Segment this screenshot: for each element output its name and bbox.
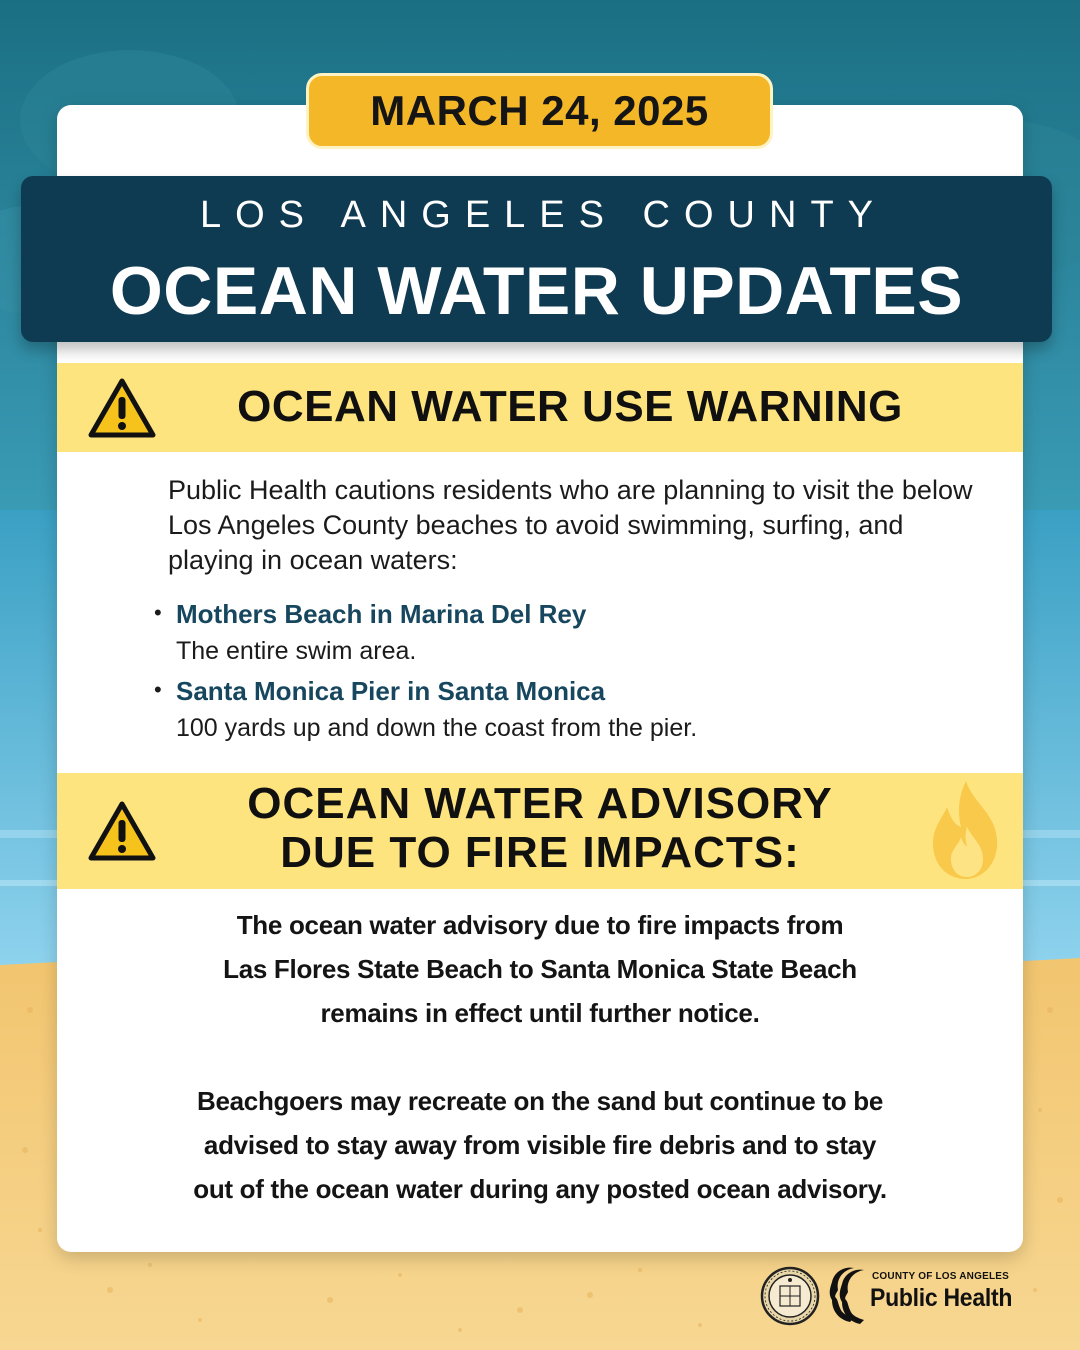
beach-name: Mothers Beach in Marina Del Rey: [176, 599, 587, 629]
advisory-paragraph-1: [57, 903, 1023, 1035]
org-name-small: COUNTY OF LOS ANGELES: [872, 1271, 1009, 1282]
beach-list: [152, 596, 972, 750]
advisory-title-line: OCEAN WATER ADVISORY: [247, 779, 833, 828]
title-main: OCEAN WATER UPDATES: [109, 253, 964, 329]
county-seal-icon: [760, 1266, 820, 1326]
advisory-title: [57, 779, 1023, 877]
title-subtitle: LOS ANGELES COUNTY: [199, 194, 887, 236]
advisory-line: advised to stay away from visible fire debris and to stay: [203, 1130, 877, 1160]
beach-name: Santa Monica Pier in Santa Monica: [176, 676, 606, 706]
advisory-title-line: DUE TO FIRE IMPACTS:: [280, 828, 800, 877]
date-text: MARCH 24, 2025: [370, 87, 709, 134]
advisory-line: out of the ocean water during any posted ocean advisory.: [193, 1174, 887, 1204]
advisory-banner: [57, 773, 1023, 889]
flame-icon: [921, 777, 1011, 883]
advisory-paragraph-2: [57, 1079, 1023, 1211]
advisory-line: Las Flores State Beach to Santa Monica State Beach: [223, 954, 857, 984]
warning-intro: Public Health cautions residents who are planning to visit the below Los Angeles County beaches to avoid swimming, surfing, and playing in ocean waters:: [168, 475, 973, 575]
advisory-line: Beachgoers may recreate on the sand but continue to be: [197, 1086, 883, 1116]
title-banner: [21, 176, 1052, 342]
warning-banner: [57, 363, 1023, 452]
list-item: [152, 673, 972, 747]
date-badge: [306, 73, 773, 149]
org-name-big: Public Health: [870, 1284, 1013, 1312]
beach-detail: 100 yards up and down the coast from the pier.: [176, 714, 698, 742]
advisory-line: The ocean water advisory due to fire impacts from: [236, 910, 844, 940]
bullet: •: [154, 677, 162, 702]
warning-title: OCEAN WATER USE WARNING: [237, 382, 903, 431]
bullet: •: [154, 600, 162, 625]
list-item: [152, 596, 972, 670]
beach-detail: The entire swim area.: [176, 637, 417, 665]
advisory-line: remains in effect until further notice.: [320, 998, 760, 1028]
profile-faces-icon: [828, 1264, 872, 1324]
public-health-logo: [828, 1262, 1018, 1326]
